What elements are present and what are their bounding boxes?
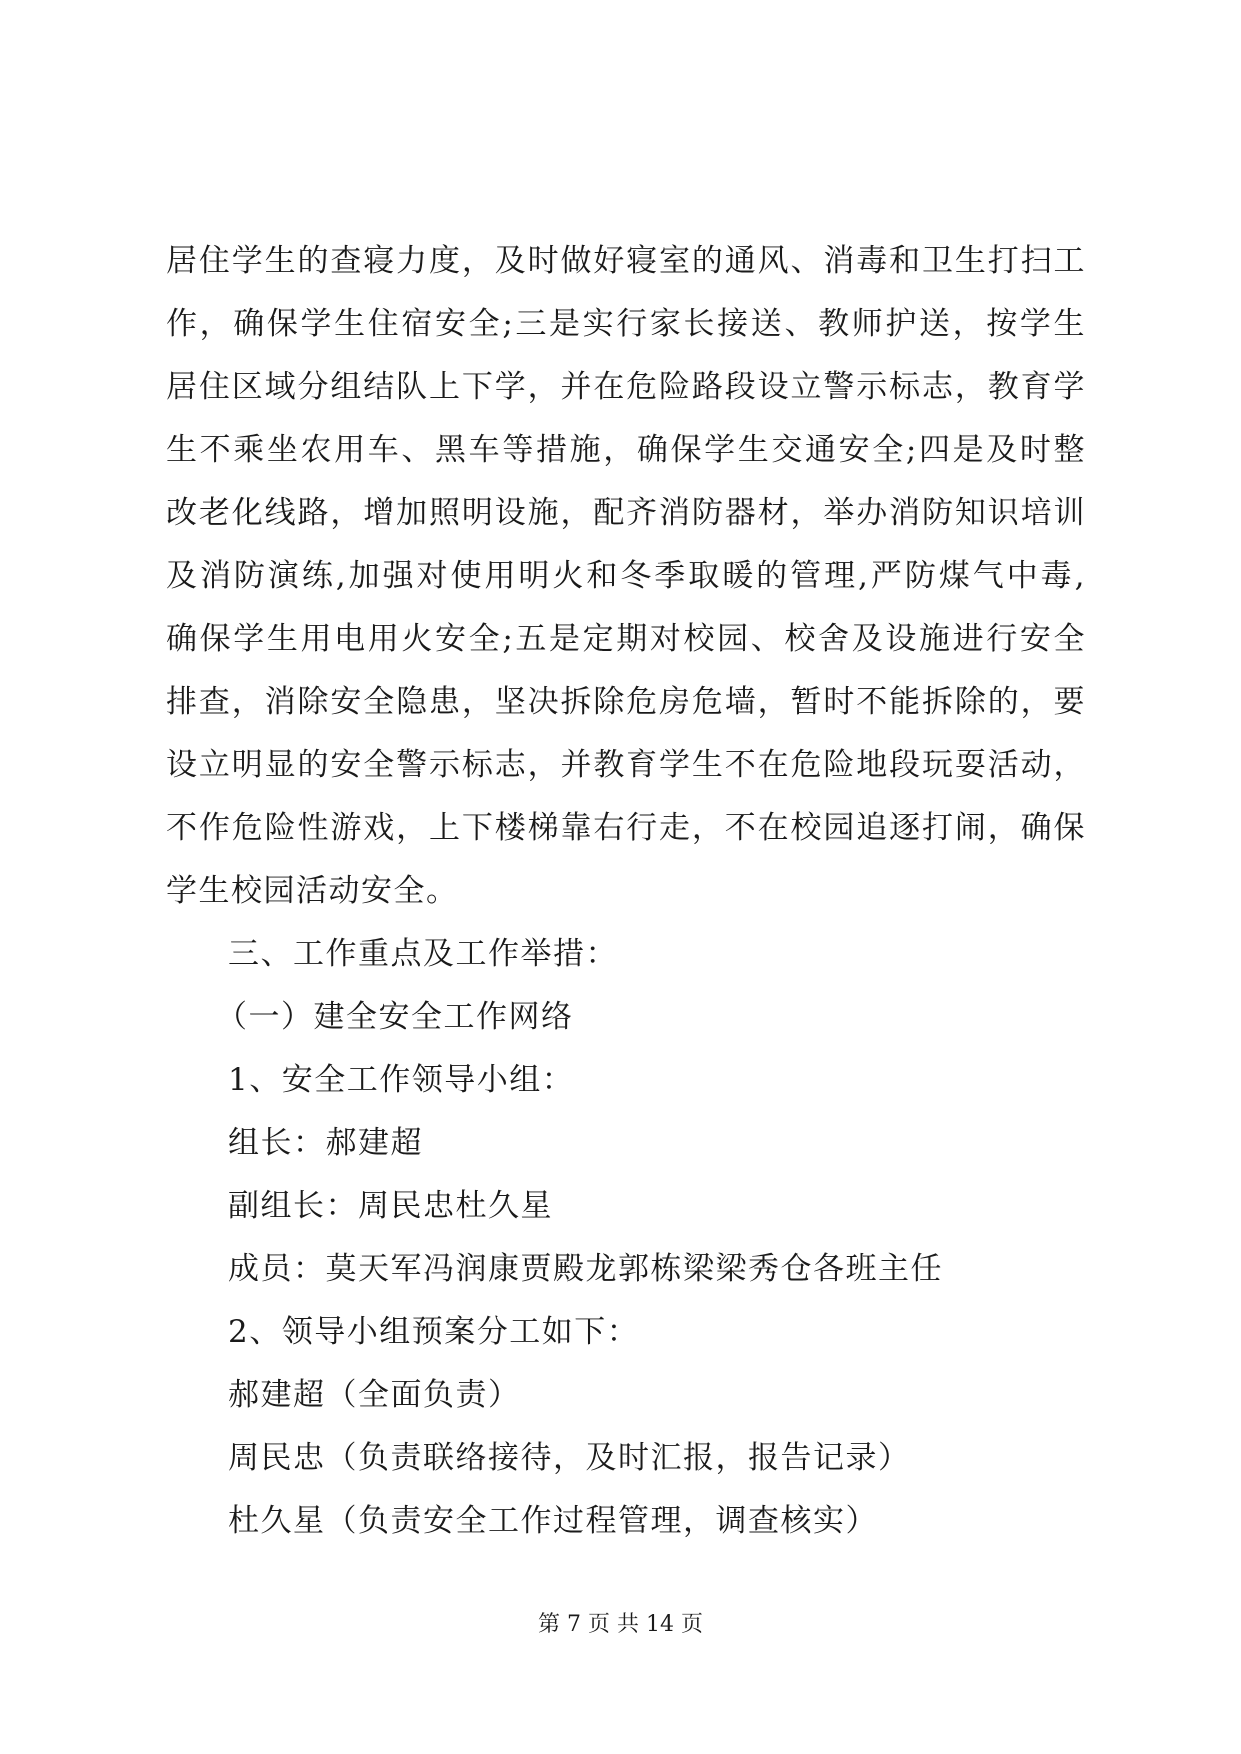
members-line: 成员：莫天军冯润康贾殿龙郭栋梁梁秀仓各班主任 [228,1251,943,1287]
paragraph-line: 作，确保学生住宿安全;三是实行家长接送、教师护送，按学生 [166,306,1086,342]
paragraph-line: 居住区域分组结队上下学，并在危险路段设立警示标志，教育学 [166,369,1086,405]
section-heading: 三、工作重点及工作举措： [228,936,618,972]
paragraph-line: 居住学生的查寝力度，及时做好寝室的通风、消毒和卫生打扫工 [166,243,1086,279]
paragraph-line: 及消防演练,加强对使用明火和冬季取暖的管理,严防煤气中毒, [166,558,1086,594]
duty-line: 杜久星（负责安全工作过程管理，调查核实） [228,1503,878,1539]
item2-heading: 2、领导小组预案分工如下： [228,1314,640,1350]
paragraph-line: 确保学生用电用火安全;五是定期对校园、校舍及设施进行安全 [166,621,1086,657]
paragraph-line: 排查，消除安全隐患，坚决拆除危房危墙，暂时不能拆除的，要 [166,684,1086,720]
paragraph-line: 改老化线路，增加照明设施，配齐消防器材，举办消防知识培训 [166,495,1086,531]
duty-line: 郝建超（全面负责） [228,1377,521,1413]
leader-line: 组长：郝建超 [228,1125,423,1161]
page-number-footer: 第 7 页 共 14 页 [538,1612,703,1637]
subsection-heading: （一）建全安全工作网络 [216,999,574,1035]
deputy-leader-line: 副组长：周民忠杜久星 [228,1188,553,1224]
duty-line: 周民忠（负责联络接待，及时汇报，报告记录） [228,1440,911,1476]
item1-heading: 1、安全工作领导小组： [228,1062,575,1098]
paragraph-line: 不作危险性游戏，上下楼梯靠右行走，不在校园追逐打闹，确保 [166,810,1086,846]
paragraph-line: 生不乘坐农用车、黑车等措施，确保学生交通安全;四是及时整 [166,432,1086,468]
paragraph-line: 设立明显的安全警示标志，并教育学生不在危险地段玩耍活动， [166,747,1086,783]
paragraph-line: 学生校园活动安全。 [166,873,459,909]
document-body [166,230,1086,1553]
